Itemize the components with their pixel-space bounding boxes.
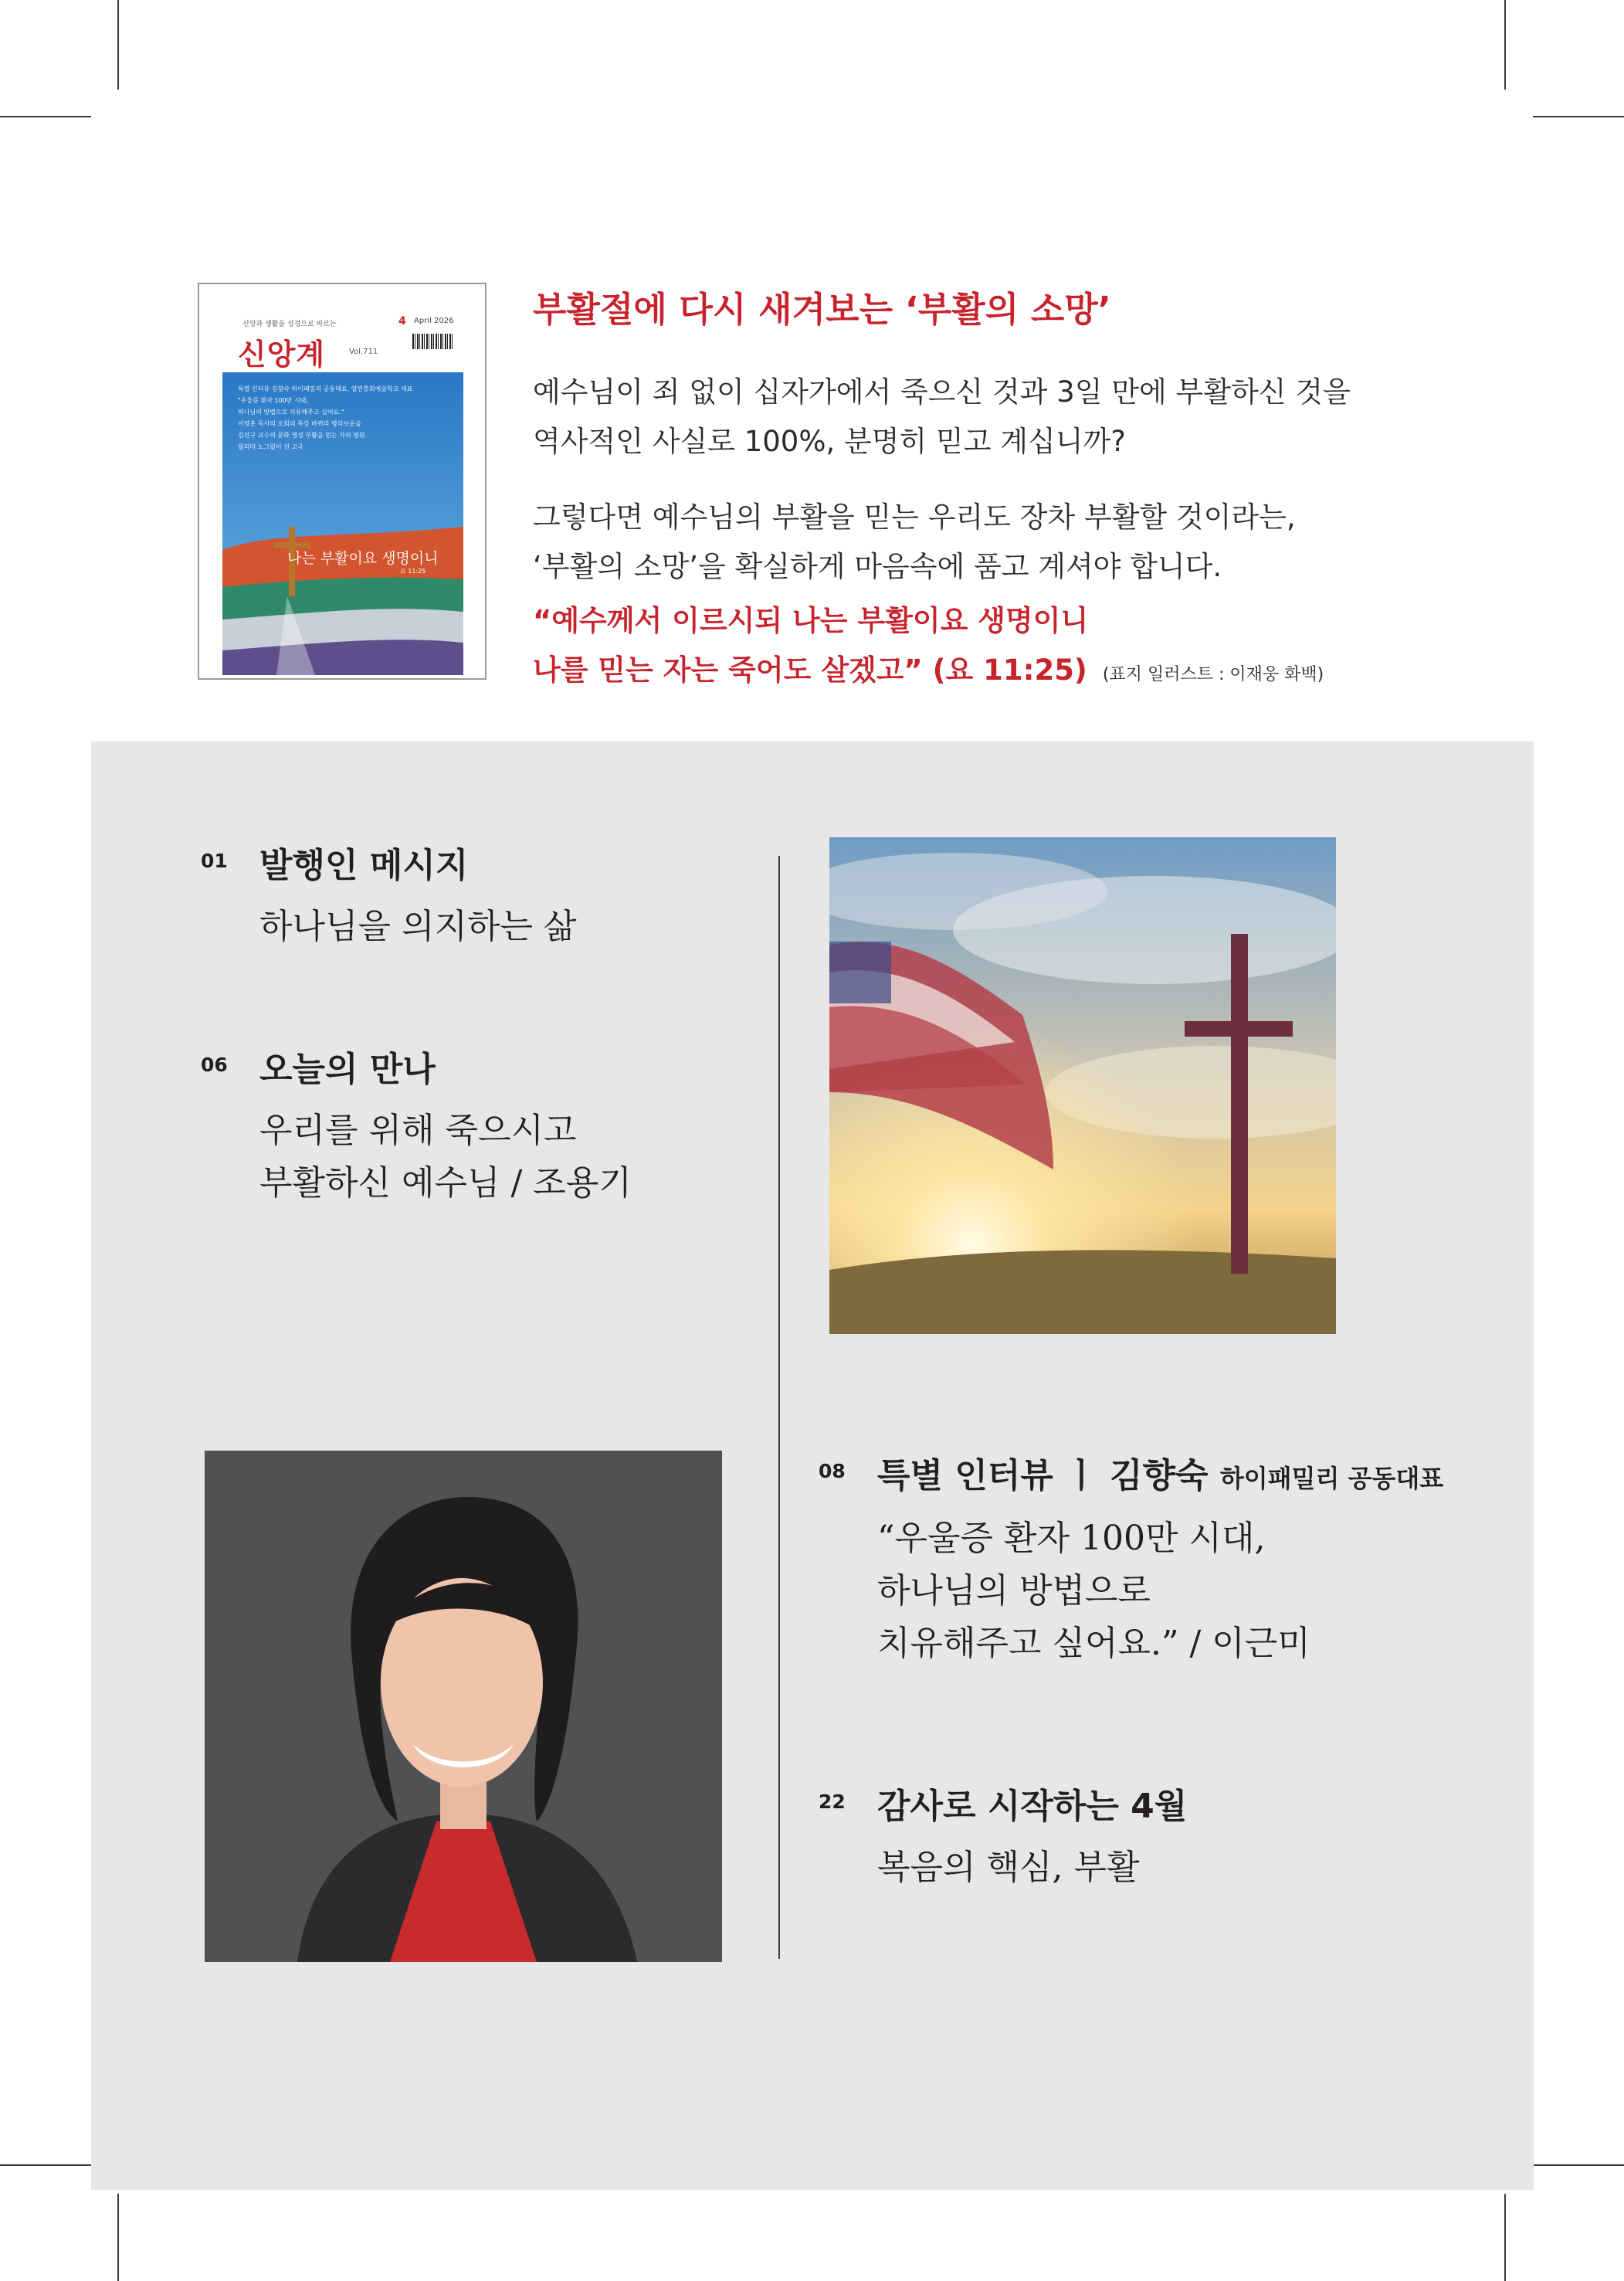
cover-month: 4 — [398, 315, 406, 328]
cover-tagline: 신앙과 생활을 성경으로 바르는 — [242, 321, 337, 328]
cover-illustration — [222, 372, 463, 675]
column-divider — [778, 856, 780, 1959]
intro-paragraph-1 — [533, 368, 1351, 467]
cover-feature-line: 특별 인터뷰 김향숙 하이패밀리 공동대표, 열린총회예술학교 대표 — [238, 385, 413, 392]
cover-feature-line: 이영훈 목사의 오회의 특강 바뀌리 명삭보운을 — [238, 420, 361, 427]
quote-line — [533, 646, 1324, 700]
crop-mark — [0, 2164, 91, 2166]
barcode-icon — [412, 334, 454, 349]
intro-line: 역사적인 사실로 100%, 분명히 믿고 계십니까? — [533, 425, 1126, 458]
entry-body — [259, 901, 577, 953]
entry-body — [877, 1841, 1140, 1894]
crop-mark — [117, 0, 119, 90]
quote-line-text: 나를 믿는 자는 죽어도 살겠고” (요 11:25) — [533, 653, 1087, 687]
intro-line: 그렇다면 예수님의 부활을 믿는 우리도 장차 부활할 것이라는, — [533, 501, 1296, 534]
entry-body — [259, 1105, 632, 1210]
page-number: 06 — [201, 1054, 228, 1076]
entry-heading-text: 특별 인터뷰 ㅣ 김향숙 — [877, 1456, 1209, 1495]
cover-feature-line: "우울증 환자 100만 시대, — [238, 397, 308, 404]
crop-mark — [1533, 116, 1624, 117]
entry-body — [877, 1512, 1310, 1670]
entry-heading-sub: 하이패밀리 공동대표 — [1219, 1464, 1444, 1493]
woman-portrait-photo — [205, 1451, 722, 1962]
page-number: 01 — [201, 850, 228, 872]
crop-mark — [1504, 0, 1506, 90]
page-number: 22 — [819, 1791, 846, 1813]
magazine-cover — [198, 283, 487, 680]
intro-line: ‘부활의 소망’을 확실하게 마음속에 품고 계셔야 합니다. — [533, 550, 1222, 583]
entry-body-line: 하나님의 방법으로 — [877, 1571, 1151, 1611]
cover-feature-line: 하나님의 방법으로 치유해주고 싶어요." — [238, 409, 344, 416]
crop-mark — [1533, 2164, 1624, 2166]
intro-line: 예수님이 죄 없이 십자가에서 죽으신 것과 3일 만에 부활하신 것을 — [533, 375, 1351, 409]
cover-volume: Vol.711 — [349, 348, 378, 356]
cover-verse: 나는 부활이요 생명이니 — [287, 550, 439, 567]
cover-month-label: April 2026 — [414, 317, 454, 325]
entry-body-line: 우리를 위해 죽으시고 — [259, 1111, 577, 1150]
entry-heading: 발행인 메시지 — [259, 846, 469, 885]
cover-feature-line: 김선구 교수의 문화 영성 부활을 믿는 자의 영원 — [238, 432, 365, 439]
entry-body-line: 복음의 핵심, 부활 — [877, 1848, 1140, 1887]
entry-heading — [877, 1448, 1443, 1497]
entry-heading: 감사로 시작하는 4월 — [877, 1787, 1188, 1826]
cover-feature-line: 월리마 노그릴이 권 고국 — [238, 443, 303, 450]
entry-body-line: 하나님을 의지하는 삶 — [259, 907, 577, 946]
cover-feature-lines — [238, 383, 462, 453]
cross-and-flag-photo — [829, 837, 1336, 1334]
crop-mark — [1504, 2194, 1506, 2281]
crop-mark — [0, 116, 91, 117]
entry-body-line: “우울증 환자 100만 시대, — [877, 1519, 1266, 1558]
quote-line: “예수께서 이르시되 나는 부활이요 생명이니 — [533, 604, 1089, 637]
cover-verse-ref: 요 11:25 — [400, 568, 426, 575]
intro-bible-quote — [533, 596, 1324, 700]
cover-credit: (표지 일러스트 : 이재웅 화백) — [1102, 665, 1324, 684]
intro-title: 부활절에 다시 새겨보는 ‘부활의 소망’ — [533, 289, 1111, 330]
entry-body-line: 부활하신 예수님 / 조용기 — [259, 1163, 632, 1203]
page-number: 08 — [819, 1460, 846, 1482]
entry-body-line: 치유해주고 싶어요.” / 이근미 — [877, 1624, 1310, 1663]
intro-paragraph-2 — [533, 493, 1296, 592]
entry-heading: 오늘의 만나 — [259, 1050, 436, 1089]
crop-mark — [117, 2194, 119, 2281]
cover-title: 신앙계 — [238, 338, 326, 372]
